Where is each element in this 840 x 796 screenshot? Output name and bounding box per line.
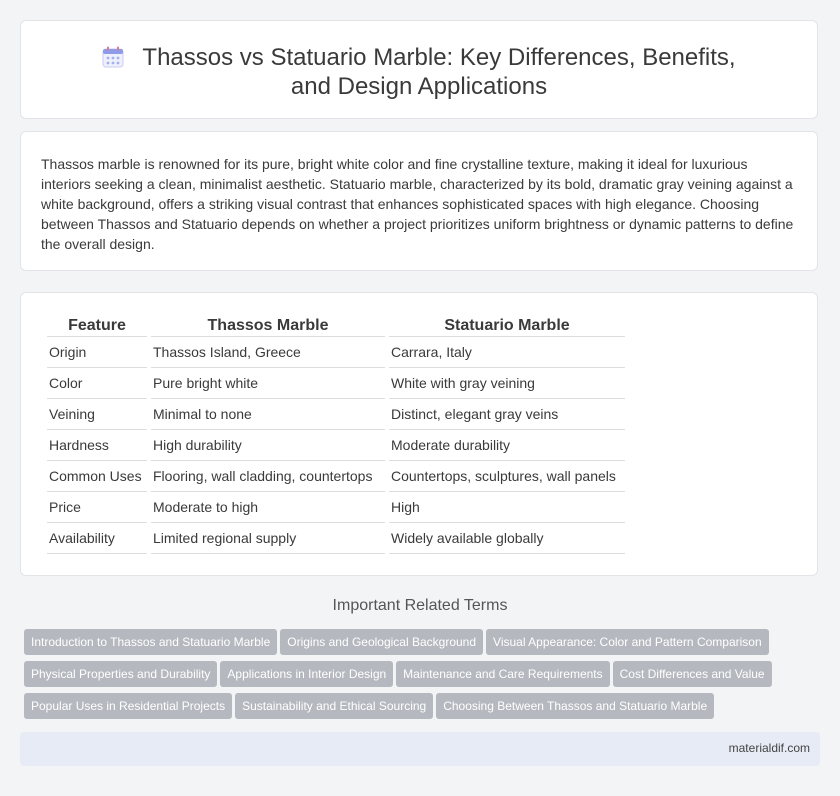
table-cell: Widely available globally (389, 523, 625, 554)
table-cell: Price (47, 492, 147, 523)
related-term-tag[interactable]: Applications in Interior Design (220, 661, 393, 687)
table-cell: Minimal to none (151, 399, 385, 430)
table-cell: Common Uses (47, 461, 147, 492)
table-row (47, 430, 625, 461)
related-term-tag[interactable]: Physical Properties and Durability (24, 661, 217, 687)
related-term-tag[interactable]: Introduction to Thassos and Statuario Marble (24, 629, 277, 655)
table-row (47, 368, 625, 399)
column-header: Statuario Marble (389, 315, 625, 337)
table-cell: Flooring, wall cladding, countertops (151, 461, 385, 492)
table-row (47, 399, 625, 430)
table-header-row (47, 315, 625, 337)
table-cell: Carrara, Italy (389, 337, 625, 368)
related-term-tag[interactable]: Choosing Between Thassos and Statuario Marble (436, 693, 714, 719)
table-cell: Hardness (47, 430, 147, 461)
intro-paragraph: Thassos marble is renowned for its pure, bright white color and fine crystalline texture, making it ideal for luxurious interiors seeking a clean, minimalist aesthetic. Statuario marble, characterized by its bold, dramatic gray veining against a white background, offers a striking visual contrast that enhances sophisticated spaces with high elegance. Choosing between Thassos and Statuario depends on whether a project prioritizes uniform brightness or dynamic patterns to define the overall design. (41, 156, 794, 252)
table-row (47, 492, 625, 523)
comparison-table (43, 315, 629, 554)
table-cell: Distinct, elegant gray veins (389, 399, 625, 430)
related-terms-title: Important Related Terms (332, 597, 508, 614)
calendar-icon (102, 46, 124, 68)
intro-card (20, 131, 818, 271)
table-cell: Veining (47, 399, 147, 430)
header-card (20, 20, 818, 119)
table-cell: Origin (47, 337, 147, 368)
table-cell: Moderate durability (389, 430, 625, 461)
comparison-card (20, 292, 818, 576)
column-header: Thassos Marble (151, 315, 385, 337)
table-cell: Thassos Island, Greece (151, 337, 385, 368)
related-term-tag[interactable]: Visual Appearance: Color and Pattern Comparison (486, 629, 769, 655)
table-cell: Availability (47, 523, 147, 554)
table-cell: High durability (151, 430, 385, 461)
footer-site-link[interactable]: materialdif.com (728, 741, 810, 755)
column-header: Feature (47, 315, 147, 337)
page-title (81, 43, 757, 101)
table-cell: Color (47, 368, 147, 399)
table-cell: Moderate to high (151, 492, 385, 523)
table-row (47, 523, 625, 554)
table-row (47, 461, 625, 492)
table-cell: High (389, 492, 625, 523)
footer (20, 732, 820, 766)
related-terms-list (24, 629, 814, 725)
related-term-tag[interactable]: Cost Differences and Value (613, 661, 772, 687)
table-cell: Pure bright white (151, 368, 385, 399)
table-row (47, 337, 625, 368)
related-term-tag[interactable]: Popular Uses in Residential Projects (24, 693, 232, 719)
related-term-tag[interactable]: Sustainability and Ethical Sourcing (235, 693, 433, 719)
related-term-tag[interactable]: Origins and Geological Background (280, 629, 483, 655)
page-title-text: Thassos vs Statuario Marble: Key Differences, Benefits, and Design Applications (142, 44, 736, 100)
related-term-tag[interactable]: Maintenance and Care Requirements (396, 661, 609, 687)
table-cell: White with gray veining (389, 368, 625, 399)
table-cell: Countertops, sculptures, wall panels (389, 461, 625, 492)
table-cell: Limited regional supply (151, 523, 385, 554)
